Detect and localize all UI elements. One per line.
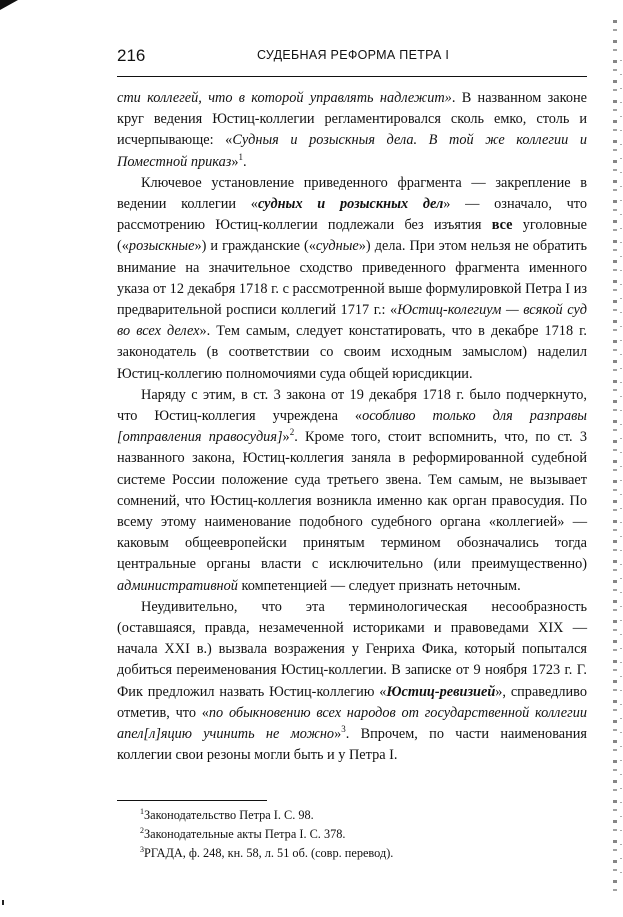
scan-bottom-tick [2,900,4,905]
scan-edge-artifact [613,20,617,900]
footnotes [140,806,570,863]
page-number: 216 [117,46,146,65]
footnote-2-text: Законодательные акты Петра I. С. 378. [144,827,346,841]
text-run: компетенцией — следует признать неточным. [237,577,521,594]
footnote-3 [140,844,570,863]
footnote-2-number: 2 [140,825,144,835]
paragraph-3 [117,385,587,597]
text-run: Юстиц-ревизией [386,683,496,700]
scan-corner-mark [0,0,18,10]
text-run: ») дела. При этом нельзя не обратить внимание на значительное сходство приведенного фрагмента именного указа от 12 декабря 1718 г. с рассмотренной выше формулировкой Петра I из предварительной росписи коллегий 1717 г.: « [117,238,587,319]
footnote-1 [140,806,570,825]
text-run: Юстиц-колегиум — всякой суд во всех делех [117,302,587,340]
paragraph-4 [117,597,587,767]
text-run: Наряду с этим, в ст. 3 закона от 19 декабря 1718 г. было подчеркнуто, что Юстиц-коллегия учреждена « [117,386,587,425]
footnote-3-number: 3 [140,844,144,854]
text-run: все [491,217,513,234]
text-run: ». Тем самым, следует констатировать, что в декабре 1718 г. законодатель (в соответствии со своим исходным замыслом) наделил Юстиц-коллегию полномочиями суда общей юрисдикции. [117,323,587,382]
text-run: по обыкновению всех народов от государственной коллегии апел[л]яцию учинить не можно [117,704,587,743]
text-run: особливо только для разправы [отправления правосудия] [117,408,587,446]
text-run: » — означало, что рассмотрению Юстиц-коллегии подлежали без изъятия [117,196,588,234]
footnote-3-text: РГАДА, ф. 248, кн. 58, л. 51 об. (совр. перевод). [144,846,394,860]
paragraph-2 [117,173,587,385]
text-run: сти коллегей, что в которой управлять надлежит» [117,90,452,106]
text-run: судные [315,238,359,255]
text-run: Ключевое установление приведенного фрагмента — закрепление в ведении коллегии « [117,174,587,213]
paragraph-1 [117,88,587,173]
text-run: уголовные (« [117,217,587,255]
text-run: » [334,726,342,743]
footnote-2 [140,825,570,844]
header-rule [117,76,587,77]
text-run: », справедливо отметив, что « [117,683,587,721]
text-run: » [231,153,239,170]
text-run: . В названном законе круг ведения Юстиц-коллегии регламентировался сколь емко, столь и исчерпывающе: « [117,90,588,149]
footnote-1-text: Законодательство Петра I. С. 98. [144,808,314,822]
text-run: . Кроме того, стоит вспомнить, что, по ст. 3 названного закона, Юстиц-коллегия заняла в реформированной судебной системе России положение суда третьего звена. Тем самым, не вызывает сомнений, что Юстиц-коллегия возникла именно как орган правосудия. По всему этому наименование подобного судебного органа «коллегией» — каковым общеевропейски принятым термином обозначались тогда центральные органы власти с исключительно (или преимущественно) [117,429,587,573]
text-run: административной [117,577,238,594]
text-run: . Впрочем, по части наименования коллегии свои резоны могли быть и у Петра I. [117,726,587,764]
text-run: судных и розыскных дел [257,196,444,213]
text-run: 1 [238,151,244,162]
body-text [117,88,587,767]
text-run: Неудивительно, что эта терминологическая несообразность (оставшаяся, правда, незамеченной историками и правоведами XIX — начала XXI в.) вызвала возражения у Генриха Фика, который попытался добиться переименования Юстиц-коллегии. В записке от 9 ноября 1723 г. Г. Фик предложил назвать Юстиц-коллегию « [117,598,587,700]
page-header [117,44,587,70]
footnote-rule [117,800,267,801]
footnote-1-number: 1 [140,806,144,816]
running-head: СУДЕБНАЯ РЕФОРМА ПЕТРА I [257,48,450,62]
text-run: 3 [341,724,346,735]
text-run: Судныя и розыскныя дела. В той же коллегии и Поместной приказ [117,132,587,170]
text-run: » [282,429,290,446]
text-run: 2 [289,427,295,438]
text-run: . [243,153,247,170]
text-run: розыскные [128,238,195,255]
scan-edge-artifact-secondary [620,60,622,880]
text-run: ») и гражданские (« [194,238,316,255]
